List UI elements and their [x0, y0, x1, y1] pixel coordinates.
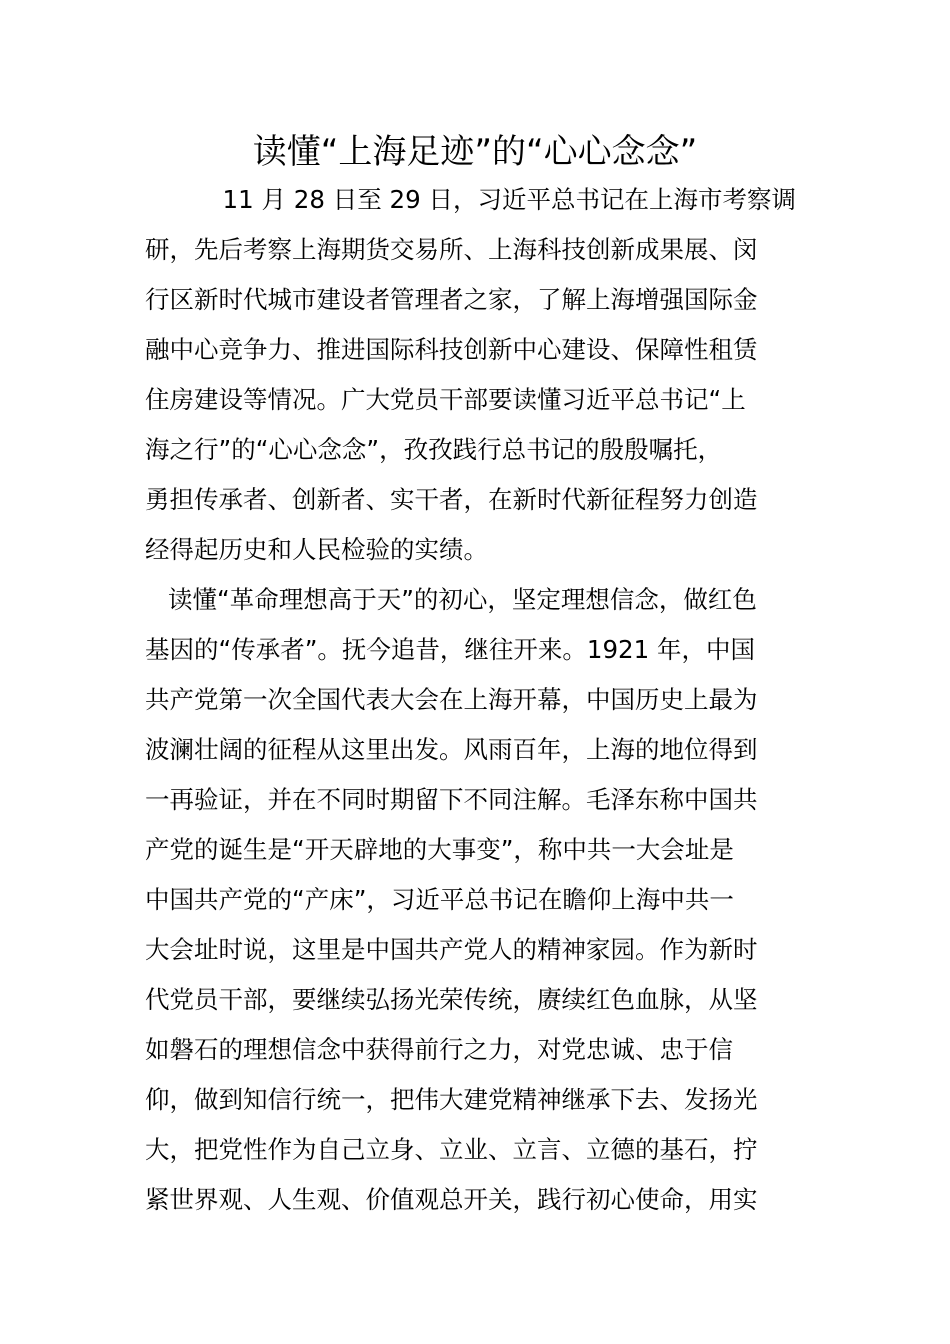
- paragraph-line: 经得起历史和人民检验的实绩。: [145, 535, 488, 564]
- paragraph-line: 大会址时说，这里是中国共产党人的精神家园。作为新时: [145, 935, 758, 964]
- paragraph-line: 勇担传承者、创新者、实干者，在新时代新征程努力创造: [145, 485, 758, 514]
- paragraph-line: 海之行”的“心心念念”，孜孜践行总书记的殷殷嘱托，: [145, 435, 723, 464]
- paragraph-line: 波澜壮阔的征程从这里出发。风雨百年，上海的地位得到: [145, 735, 758, 764]
- paragraph-line: 产党的诞生是“开天辟地的大事变”，称中共一大会址是: [145, 835, 734, 864]
- paragraph-line: 一再验证，并在不同时期留下不同注解。毛泽东称中国共: [145, 785, 758, 814]
- paragraph-line: 11 月 28 日至 29 日，习近平总书记在上海市考察调: [198, 185, 796, 214]
- paragraph-line: 中国共产党的“产床”，习近平总书记在瞻仰上海中共一: [145, 885, 734, 914]
- paragraph-line: 基因的“传承者”。抚今追昔，继往开来。1921 年，中国: [145, 635, 756, 664]
- paragraph-line: 仰，做到知信行统一，把伟大建党精神继承下去、发扬光: [145, 1085, 758, 1114]
- paragraph-line: 大，把党性作为自己立身、立业、立言、立德的基石，拧: [145, 1135, 758, 1164]
- paragraph-line: 行区新时代城市建设者管理者之家，了解上海增强国际金: [145, 285, 758, 314]
- paragraph-line: 读懂“革命理想高于天”的初心，坚定理想信念，做红色: [168, 585, 757, 614]
- paragraph-line: 研，先后考察上海期货交易所、上海科技创新成果展、闵: [145, 235, 758, 264]
- paragraph-line: 紧世界观、人生观、价值观总开关，践行初心使命，用实: [145, 1185, 758, 1214]
- paragraph-line: 融中心竞争力、推进国际科技创新中心建设、保障性租赁: [145, 335, 758, 364]
- paragraph-line: 共产党第一次全国代表大会在上海开幕，中国历史上最为: [145, 685, 758, 714]
- document-title: 读懂“上海足迹”的“心心念念”: [252, 132, 698, 172]
- paragraph-line: 代党员干部，要继续弘扬光荣传统，赓续红色血脉，从坚: [145, 985, 758, 1014]
- paragraph-line: 住房建设等情况。广大党员干部要读懂习近平总书记“上: [145, 385, 746, 414]
- paragraph-line: 如磐石的理想信念中获得前行之力，对党忠诚、忠于信: [145, 1035, 733, 1064]
